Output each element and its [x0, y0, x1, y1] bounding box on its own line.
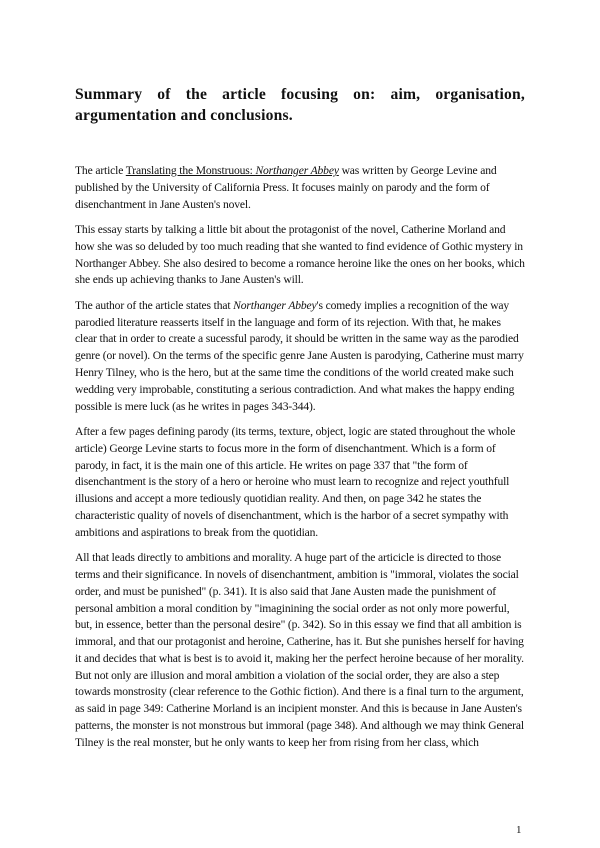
paragraph-1	[75, 163, 525, 213]
page-number: 1	[516, 824, 522, 836]
paragraph-1-intro: The article	[75, 164, 126, 177]
novel-title-italic: Northanger Abbey	[233, 298, 317, 312]
document-body	[75, 163, 525, 760]
paragraph-2: This essay starts by talking a little bit about the protagonist of the novel, Catherine Morland and how she was so deluded by too much reading that she wanted to find evidence of Gothic mystery in Northanger Abbey. She also desired to become a romance heroine like the ones on her books, which she ends up achieving thanks to Jane Austen's will.	[75, 222, 525, 287]
paragraph-3	[75, 298, 525, 416]
document-heading: Summary of the article focusing on: aim, organisation, argumentation and conclusions.	[75, 86, 525, 124]
paragraph-3-intro: The author of the article states that	[75, 298, 234, 312]
paragraph-4: After a few pages defining parody (its terms, texture, object, logic are stated throughout the whole article) George Levine starts to focus more in the form of disenchantment. Which is a form of parody, in fact, it is the main one of this article. He writes on page 337 that "the form of disenchantment is the story of a hero or heroine who must learn to recognize and reject youthfull illusions and accept a more tediously quotidian reality. And then, on page 342 he states the characteristic quality of novels of disenchantment, which is the harbor of a secret sympathy with ambitions and aspirations to break from the quotidian.	[75, 424, 516, 539]
paragraph-3-rest: 's comedy implies a recognition of the way parodied literature reasserts itself in the language and form of its rejection. With that, he makes clear that in order to create a sucessful parody, it should be written in the same way as the parodied genre (or novel). On the terms of the specific genre Jane Austen is parodying, Catherine must marry Henry Tilney, who is the hero, but at the same time the conditions of the world created make such wedding very improbable, constituting a serious contradiction. And what makes the happy ending possible is mere luck (as he writes in pages 343-344).	[75, 298, 524, 413]
paragraph-1-rest: was written by George Levine and published by the University of California Press. It focuses mainly on parody and the form of disenchantment in Jane Austen's novel.	[75, 164, 497, 211]
paragraph-5: All that leads directly to ambitions and morality. A huge part of the articicle is directed to those terms and their significance. In novels of disenchantment, ambition is "immoral, violates the social order, and must be punished" (p. 341). It is also said that Jane Austen made the punishment of personal ambition a moral condition by "imaginining the social order as not only more powerful, but, in essence, better than the personal desire" (p. 342). So in this essay we find that all ambition is immoral, and that our protagonist and heroine, Catherine, has it. But she punishes herself for having it and decides that what is best is to avoid it, making her the perfect heroine because of her morality. But not only are illusion and moral ambition a violation of the social order, they are also a step towards monstrosity (clear reference to the Gothic fiction). And there is a final turn to the argument, as said in page 349: Catherine Morland is an incipient monster. And this is because in Jane Austen's patterns, the monster is not monstrous but immoral (page 348). And although we may think General Tilney is the real monster, but he only wants to keep her from rising from her class, which	[75, 551, 524, 749]
article-title-part-1: Translating the Monstruous:	[125, 164, 256, 177]
article-title-part-2: Northanger Abbey	[255, 164, 339, 177]
